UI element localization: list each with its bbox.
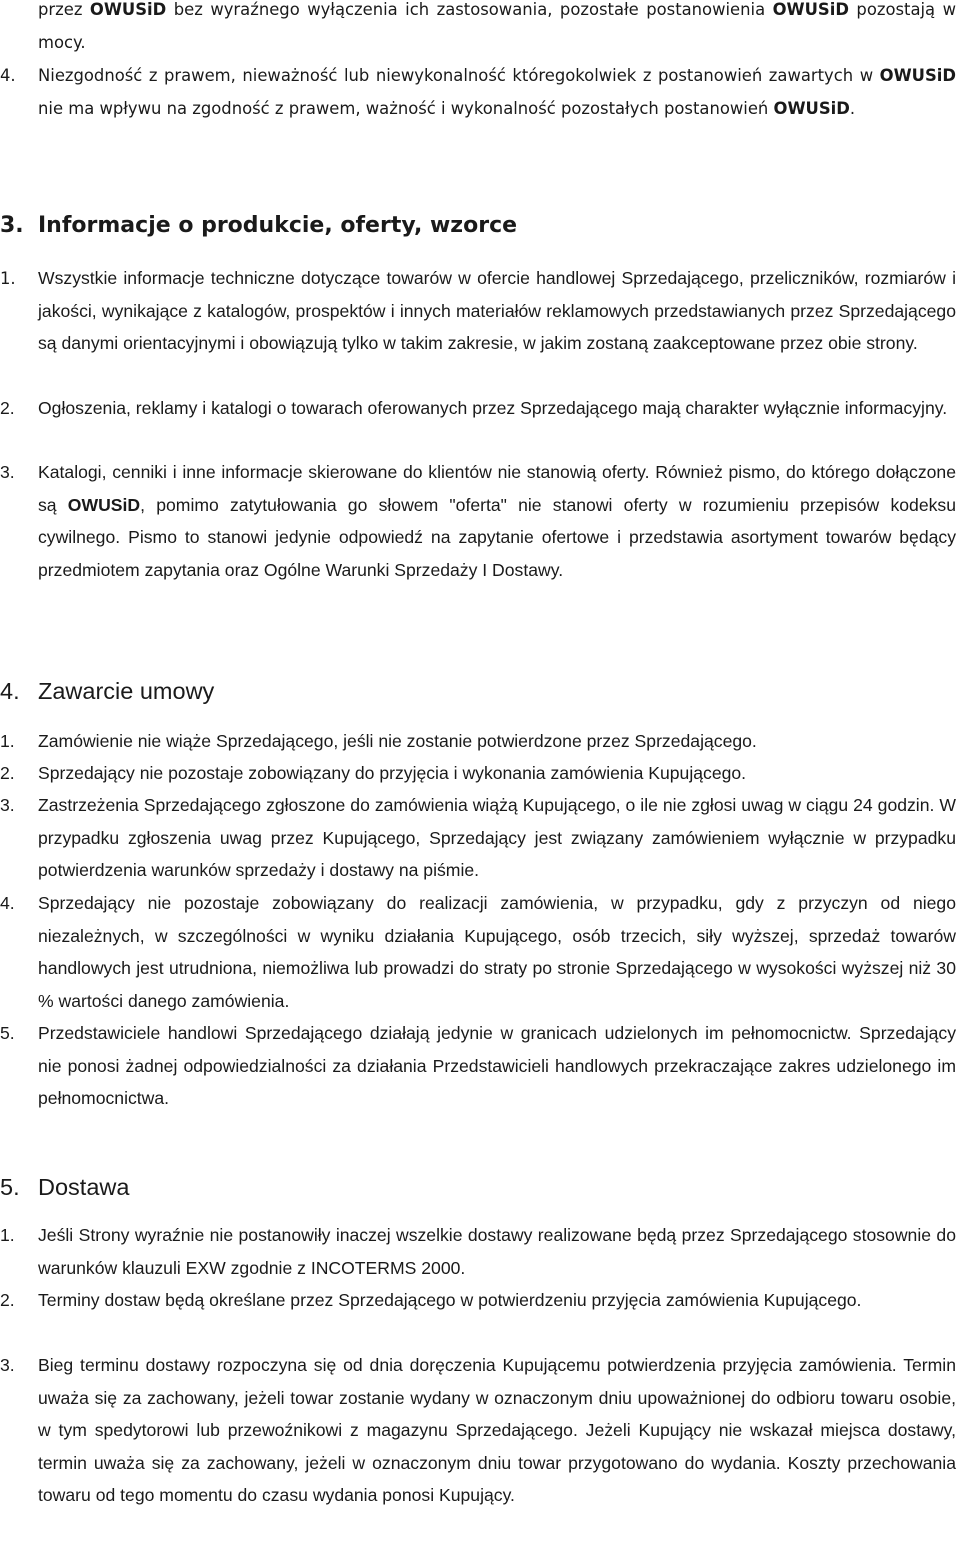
item-number: 3. [0,462,15,482]
item-text: Katalogi, cenniki i inne informacje skierowane do klientów nie stanowią oferty. Również pismo, do którego dołączone są [38,462,956,515]
list-item: Przedstawiciele handlowi Sprzedającego działają jedynie w granicach udzielonych im pełnomocnictw. Sprzedający nie ponosi żadnej odpowiedzialności za działania Przedstawicieli handlowych przekraczające zakres udzielonego im pełnomocnictwa. [38,1023,956,1108]
list-item: Zastrzeżenia Sprzedającego zgłoszone do zamówienia wiążą Kupującego, o ile nie zgłosi uwag w ciągu 24 godzin. W przypadku zgłoszenia uwag przez Kupującego, Sprzedający jest związany zamówieniem wyłącznie w przypadku potwierdzenia warunków sprzedaży i dostawy na piśmie. [38,795,956,880]
intro-text: pozostają w mocy. [38,0,956,52]
intro-paragraph [38,0,956,59]
section-title: Informacje o produkcie, oferty, wzorce [38,213,518,238]
clause-text: . [849,99,856,118]
item-number: 4. [0,66,16,85]
item-number: 2. [0,398,15,418]
item-number: 2. [0,1290,15,1310]
clause-text: nie ma wpływu na zgodność z prawem, ważność i wykonalność pozostałych postanowień [38,99,774,118]
brand-name: OWUSiD [773,99,850,118]
brand-name: OWUSiD [879,66,956,85]
list-item: Jeśli Strony wyraźnie nie postanowiły inaczej wszelkie dostawy realizowane będą przez Sprzedającego stosownie do warunków klauzuli EXW zgodnie z INCOTERMS 2000. [38,1225,956,1278]
section-number: 4. [0,678,20,704]
item-number: 5. [0,1023,15,1043]
brand-name: OWUSiD [67,494,141,515]
section-title: Dostawa [38,1174,130,1200]
brand-name: OWUSiD [89,0,167,19]
list-item: Sprzedający nie pozostaje zobowiązany do przyjęcia i wykonania zamówienia Kupującego. [38,763,747,783]
intro-text: przez [38,0,90,19]
list-item: Sprzedający nie pozostaje zobowiązany do realizacji zamówienia, w przypadku, gdy z przyczyn od niego niezależnych, w szczególności w wyniku działania Kupującego, osób trzecich, siły wyższej, sprzedaż towarów handlowych jest utrudniona, niemożliwa lub prowadzi do straty po stronie Sprzedającego w wysokości wyższej niż 30 % wartości danego zamówienia. [38,893,956,1011]
item-number: 1. [0,1225,15,1245]
item-number: 1. [0,269,16,288]
section-heading [0,209,600,243]
list-item: Zamówienie nie wiąże Sprzedającego, jeśli nie zostanie potwierdzone przez Sprzedającego. [38,731,757,751]
list-item: Bieg terminu dostawy rozpoczyna się od dnia doręczenia Kupującemu potwierdzenia przyjęcia zamówienia. Termin uważa się za zachowany, jeżeli towar zostanie wydany w oznaczonym dniu upoważnionej do odbioru towaru osobie, w tym spedytorowi lub przewoźnikowi z magazynu Sprzedającego. Jeżeli Kupujący nie wskazał miejsca dostawy, termin uważa się za zachowany, jeżeli w oznaczonym dniu towar przygotowano do wydania. Koszty przechowania towaru od tego momentu do czasu wydania ponosi Kupujący. [38,1355,956,1505]
list-item: Terminy dostaw będą określane przez Sprzedającego w potwierdzeniu przyjęcia zamówienia Kupującego. [38,1290,862,1310]
item-number: 3. [0,1355,15,1375]
clause-4-paragraph [38,59,956,125]
item-text: , pomimo zatytułowania go słowem "oferta" nie stanowi oferty w rozumieniu przepisów kodeksu cywilnego. Pismo to stanowi jedynie odpowiedź na zapytanie ofertowe i przedstawia asortyment towarów będący przedmiotem zapytania oraz Ogólne Warunki Sprzedaży I Dostawy. [38,494,956,580]
list-item [38,456,956,586]
section-heading [0,1170,600,1204]
item-number: 4. [0,893,15,913]
item-number: 2. [0,763,15,783]
section-heading [0,674,600,708]
item-number: 1. [0,731,15,751]
list-item: Wszystkie informacje techniczne dotyczące towarów w ofercie handlowej Sprzedającego, przeliczników, rozmiarów i jakości, wynikające z katalogów, prospektów i innych materiałów reklamowych przedstawianych przez Sprzedającego są danymi orientacyjnymi i obowiązują tylko w takim zakresie, w jakim zostaną zaakceptowane przez obie strony. [38,268,956,353]
section-number: 5. [0,1174,20,1200]
item-number: 3. [0,795,15,815]
intro-text: bez wyraźnego wyłączenia ich zastosowania, pozostałe postanowienia [166,0,773,19]
section-number: 3. [0,213,24,238]
brand-name: OWUSiD [772,0,849,19]
section-title: Zawarcie umowy [38,678,215,704]
clause-text: Niezgodność z prawem, nieważność lub niewykonalność któregokolwiek z postanowień zawartych w [38,66,880,85]
list-item: Ogłoszenia, reklamy i katalogi o towarach oferowanych przez Sprzedającego mają charakter wyłącznie informacyjny. [38,398,948,418]
